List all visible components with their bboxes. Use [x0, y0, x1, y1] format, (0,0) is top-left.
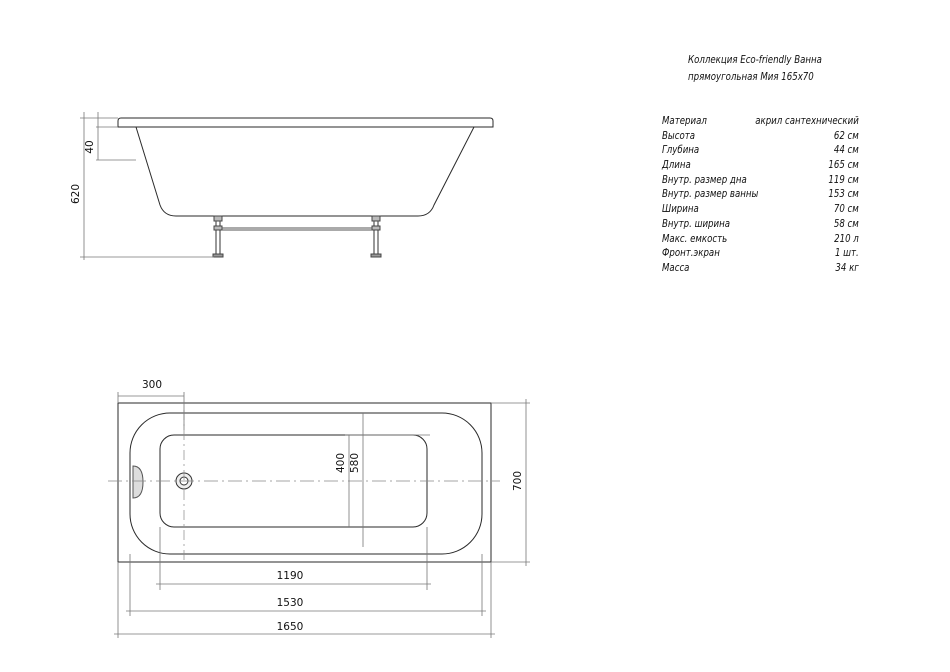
spec-label: Внутр. размер ванны — [662, 188, 759, 201]
spec-value: 119 см — [828, 173, 859, 186]
spec-label: Внутр. размер дна — [662, 173, 747, 186]
spec-value: 44 см — [833, 144, 859, 157]
spec-row — [662, 261, 859, 276]
dim-1530: 1530 — [276, 597, 304, 609]
spec-value: акрил сантехнический — [755, 115, 859, 127]
title-line-2: прямоугольная Мия 165x70 — [688, 71, 814, 83]
spec-value: 62 см — [833, 129, 859, 142]
dim-400: 400 — [335, 452, 347, 474]
spec-row — [662, 143, 859, 158]
spec-row — [662, 202, 859, 217]
bath-rim — [118, 118, 493, 127]
spec-row — [662, 232, 859, 247]
spec-label: Длина — [662, 159, 691, 172]
spec-label: Масса — [662, 261, 690, 274]
dim-40: 40 — [84, 140, 96, 154]
dim-300: 300 — [141, 379, 163, 391]
spec-row — [662, 158, 859, 173]
spec-table — [662, 114, 859, 276]
spec-row — [662, 217, 859, 232]
spec-label: Ширина — [662, 203, 699, 216]
bath-outer — [118, 403, 491, 562]
spec-row — [662, 246, 859, 261]
leg-right — [371, 216, 381, 257]
leg-left — [213, 216, 223, 257]
spec-row — [662, 114, 859, 129]
side-view — [118, 118, 493, 257]
spec-value: 1 шт. — [834, 247, 859, 260]
spec-label: Глубина — [662, 144, 700, 157]
spec-value: 70 см — [833, 203, 859, 216]
top-dimensions — [114, 392, 530, 638]
spec-label: Высота — [662, 129, 696, 142]
spec-value: 165 см — [828, 159, 859, 172]
top-view — [118, 403, 491, 562]
bath-body — [136, 127, 474, 216]
dim-580: 580 — [349, 452, 361, 474]
dim-700: 700 — [512, 470, 524, 492]
spec-label: Фронт.экран — [662, 247, 720, 260]
spec-value: 153 см — [828, 188, 859, 201]
spec-value: 58 см — [833, 217, 859, 230]
dim-620: 620 — [70, 183, 82, 205]
spec-value: 34 кг — [835, 261, 859, 274]
bath-bottom — [160, 435, 427, 527]
overflow — [133, 466, 143, 498]
title-line-1: Коллекция Eco-friendly Ванна — [688, 54, 822, 66]
spec-row — [662, 129, 859, 144]
dim-1190: 1190 — [276, 570, 304, 582]
product-title — [688, 52, 822, 86]
spec-label: Материал — [662, 115, 707, 127]
spec-value: 210 л — [834, 232, 859, 245]
spec-label: Внутр. ширина — [662, 217, 731, 230]
spec-label: Макс. емкость — [662, 232, 728, 245]
spec-row — [662, 187, 859, 202]
side-dimensions — [80, 112, 214, 260]
spec-row — [662, 173, 859, 188]
dim-1650: 1650 — [276, 621, 304, 633]
